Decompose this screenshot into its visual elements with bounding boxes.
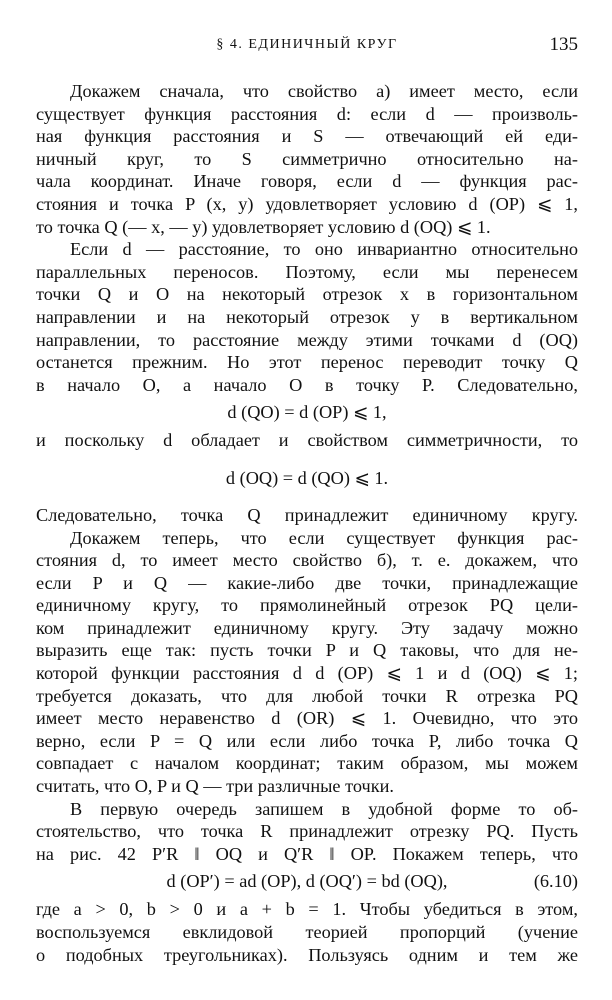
text-line: требуется доказать, что для любой точки R отрезка PQ: [36, 685, 578, 706]
page-number: 135: [549, 34, 578, 55]
text-line: воспользуемся евклидовой теорией пропорций (учение: [36, 922, 578, 942]
running-head: § 4. ЕДИНИЧНЫЙ КРУГ: [216, 37, 398, 52]
text-line: Докажем сначала, что свойство а) имеет место, если: [70, 81, 578, 101]
text-line: имеет место неравенство d (OR) ⩽ 1. Очевидно, что это: [36, 708, 578, 729]
body-text: [36, 80, 578, 966]
text-line: Докажем теперь, что если существует функция рас-: [70, 527, 578, 548]
text-line: стояния d, то имеет место свойство б), т. е. докажем, что: [36, 550, 578, 571]
text-line: существует функция расстояния d: если d — произволь-: [36, 103, 578, 124]
text-line: и поскольку d обладает и свойством симметричности, то: [36, 430, 578, 451]
text-line: то точка Q (— x, — y) удовлетворяет условию d (OQ) ⩽ 1.: [36, 216, 491, 237]
text-line: на рис. 42 P′R ‖ OQ и Q′R ‖ OP. Покажем теперь, что: [36, 843, 578, 864]
text-line: стоятельство, что точка R принадлежит отрезку PQ. Пусть: [36, 821, 578, 842]
equation-text: d (OP′) = ad (OP), d (OQ′) = bd (OQ),: [166, 871, 448, 892]
text-line: чала координат. Иначе говоря, если d — функция рас-: [36, 171, 578, 192]
formula-line: d (OQ) = d (QO) ⩽ 1.: [225, 467, 389, 488]
text-line: в начало O, а начало O в точку P. Следовательно,: [36, 374, 578, 395]
text-line: считать, что O, P и Q — три различные точки.: [36, 776, 394, 797]
text-line: единичному кругу, то прямолинейный отрезок PQ цели-: [36, 595, 578, 616]
text-line: Если d — расстояние, то оно инвариантно относительно: [70, 239, 578, 260]
text-line: совпадает с началом координат; таким образом, мы можем: [36, 753, 578, 774]
page-header: [36, 34, 578, 58]
text-line: которой функции расстояния d d (OP) ⩽ 1 и d (OQ) ⩽ 1;: [36, 663, 578, 684]
text-line: ком принадлежит единичному кругу. Эту задачу можно: [36, 617, 578, 638]
equation-number: (6.10): [533, 871, 578, 892]
text-line: о подобных треугольниках). Пользуясь одним и тем же: [36, 944, 578, 965]
text-line: останется прежним. Но этот перенос переводит точку Q: [36, 352, 578, 373]
text-line: где a > 0, b > 0 и a + b = 1. Чтобы убедиться в этом,: [36, 899, 578, 920]
text-line: если P и Q — какие-либо две точки, принадлежащие: [36, 572, 578, 593]
text-line: выразить еще так: пусть точки P и Q таковы, что для не-: [36, 640, 578, 661]
formula-line: d (QO) = d (OP) ⩽ 1,: [227, 402, 387, 423]
text-line: стояния и точка P (x, y) удовлетворяет условию d (OP) ⩽ 1,: [36, 193, 578, 214]
text-line: точки Q и O на некоторый отрезок x в горизонтальном: [36, 284, 578, 305]
text-line: параллельных переносов. Поэтому, если мы перенесем: [36, 261, 578, 282]
text-line: В первую очередь запишем в удобной форме то об-: [70, 798, 578, 819]
text-line: ная функция расстояния и S — отвечающий ей еди-: [36, 126, 578, 147]
text-line: направлении и на некоторый отрезок y в вертикальном: [36, 306, 578, 327]
text-line: верно, если P = Q или если либо точка P, либо точка Q: [36, 730, 578, 751]
text-line: направлении, то расстояние между этими точками d (OQ): [36, 329, 578, 350]
equation-6-10: [36, 865, 578, 898]
text-line: Следовательно, точка Q принадлежит единичному кругу.: [36, 504, 578, 525]
text-line: ничный круг, то S симметрично относительно на-: [36, 148, 578, 169]
